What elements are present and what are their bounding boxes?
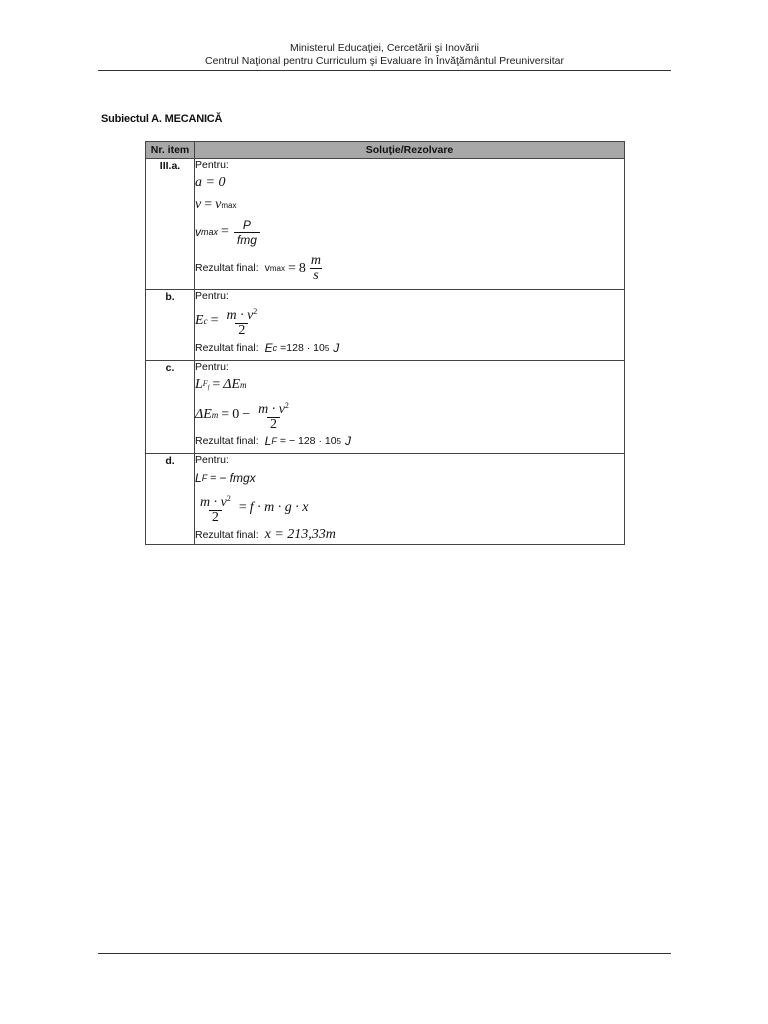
item-number: d.: [146, 454, 195, 545]
formula-acceleration: a = 0: [195, 175, 226, 190]
solution-table: [145, 141, 625, 545]
fraction: $\frac{m \cdot v^2}{2}$: [200, 493, 231, 525]
solution-cell: [195, 290, 625, 361]
header-divider: [98, 70, 671, 71]
formula-energy-change: ΔE m = 0 − $\frac{m \cdot v^2}{2}$: [195, 396, 624, 434]
footer-divider: [98, 953, 671, 954]
table-row: [146, 361, 625, 454]
fraction: $\frac{P}{\text{fmg}}$: [234, 218, 260, 247]
header-center: Centrul Naţional pentru Curriculum şi Evaluare în Învăţământul Preuniversitar: [205, 55, 564, 67]
formula-energy-balance: $\frac{m \cdot v^2}{2}$ = f · m · g · x: [195, 489, 624, 527]
header-ministry: Ministerul Educaţiei, Cercetării şi Inovării: [289, 42, 480, 54]
formula-kinetic-energy: E c = $\frac{m \cdot v^2}{2}$: [195, 303, 624, 339]
table-header-row: [146, 142, 625, 159]
final-result: Rezultat final: E c = 128 · 10 5 J: [195, 341, 340, 355]
solution-cell: [195, 159, 625, 290]
for-label: Pentru:: [195, 454, 229, 466]
formula-velocity: v = v max: [195, 197, 237, 212]
fraction: $\frac{m \cdot v^2}{2}$: [258, 400, 289, 432]
item-number: b.: [146, 290, 195, 361]
final-result: Rezultat final: x = 213,33m: [195, 527, 336, 542]
formula-vmax: v max = $\frac{P}{\text{fmg}}$: [195, 216, 624, 248]
column-header-item: Nr. item: [146, 142, 195, 159]
page-header: [98, 42, 671, 68]
column-header-solution: Soluţie/Rezolvare: [195, 142, 625, 159]
solution-cell: [195, 454, 625, 545]
section-title: Subiectul A. MECANICĂ: [101, 113, 223, 125]
table-row: [146, 290, 625, 361]
fraction: $\frac{m \cdot v^2}{2}$: [226, 306, 258, 338]
formula-work-friction: L $F_f$ = ΔE m: [195, 377, 247, 392]
table-row: [146, 454, 625, 545]
formula-work: L F = − fmgx: [195, 471, 256, 485]
item-number: c.: [146, 361, 195, 454]
for-label: Pentru:: [195, 159, 229, 171]
fraction: $\frac{m}{s}$: [310, 253, 322, 283]
solution-cell: [195, 361, 625, 454]
table-row: [146, 159, 625, 290]
final-result: Rezultat final: L F = − 128 · 10 5 J: [195, 434, 351, 448]
item-number: III.a.: [146, 159, 195, 290]
for-label: Pentru:: [195, 361, 229, 373]
final-result: Rezultat final: v max = 8 $\frac{m}{s}$: [195, 254, 624, 283]
for-label: Pentru:: [195, 290, 229, 302]
